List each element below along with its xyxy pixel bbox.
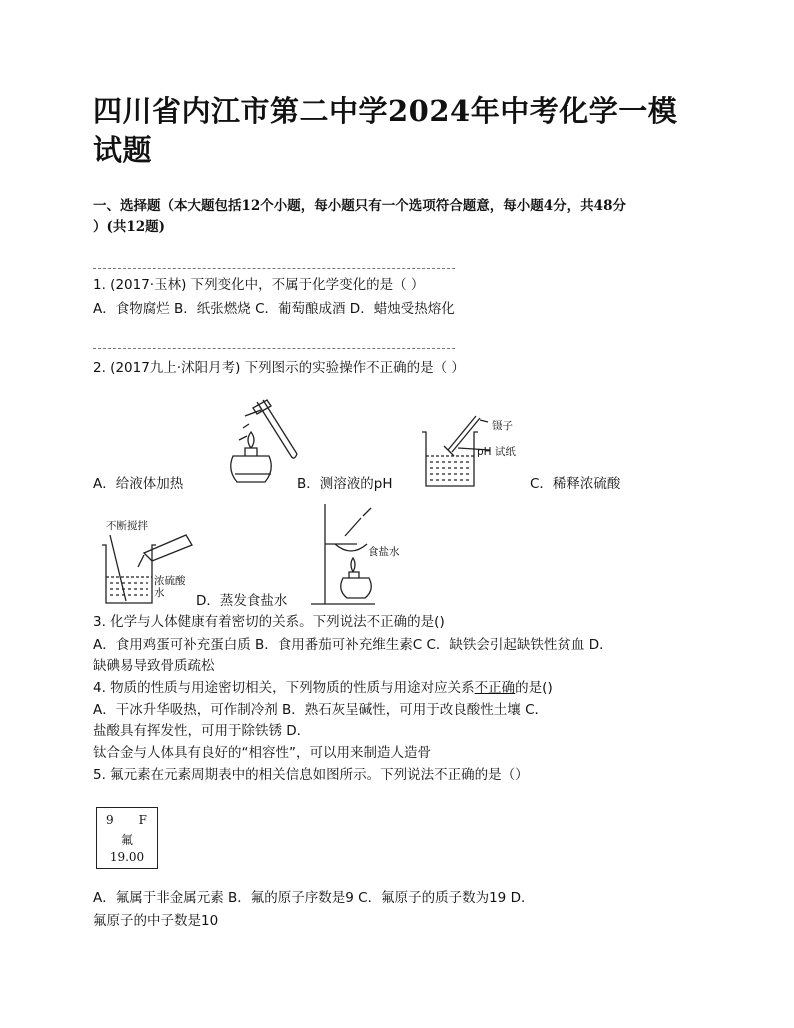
- q5-stem: 5. 氟元素在元素周期表中的相关信息如图所示。下列说法不正确的是（）: [93, 767, 529, 783]
- element-mass: 19.00: [109, 850, 145, 864]
- label-water: 水: [154, 587, 165, 599]
- separator: [93, 268, 455, 269]
- q1-options: A．食物腐烂 B．纸张燃烧 C．葡萄酿成酒 D．蜡烛受热熔化: [93, 301, 455, 317]
- element-name: 氟: [120, 833, 133, 847]
- q4-stem: [93, 679, 553, 697]
- label-stir: 不断搅拌: [106, 520, 148, 532]
- q2-option-a: A．给液体加热: [93, 476, 184, 492]
- q4-options-line-1: A．干冰升华吸热，可作制冷剂 B．熟石灰呈碱性，可用于改良酸性土壤 C．: [93, 702, 549, 718]
- title-line-1: 四川省内江市第二中学2024年中考化学一模: [93, 94, 678, 128]
- q2-stem: 2. (2017九上·沭阳月考) 下列图示的实验操作不正确的是（ ）: [93, 360, 465, 376]
- q5-options-line-2: 氟原子的中子数是10: [93, 913, 219, 929]
- label-ph-paper: pH 试纸: [477, 446, 516, 458]
- element-symbol: F: [138, 813, 147, 827]
- q3-options-line-2: 缺碘易导致骨质疏松: [93, 658, 215, 674]
- label-salt-water: 食盐水: [368, 546, 400, 558]
- figure-dilute-acid: [100, 527, 200, 607]
- q4-stem-post: 的是(): [515, 680, 553, 696]
- periodic-element-box: [96, 807, 158, 869]
- label-tweezers: 镊子: [492, 420, 513, 432]
- q2-option-d: D．蒸发食盐水: [196, 593, 288, 609]
- label-conc-acid: 浓硫酸: [154, 575, 186, 587]
- section-heading-line-1: 一、选择题（本大题包括12个小题，每小题只有一个选项符合题意，每小题4分，共48分: [93, 198, 626, 214]
- q3-options-line-1: A．食用鸡蛋可补充蛋白质 B．食用番茄可补充维生素C C．缺铁会引起缺铁性贫血 D．: [93, 637, 613, 653]
- q2-option-b: B．测溶液的pH: [297, 476, 393, 492]
- section-heading-line-2: ）(共12题): [93, 219, 166, 235]
- q4-options-line-3: 钛合金与人体具有良好的“相容性”，可以用来制造人造骨: [93, 745, 431, 761]
- separator: [93, 348, 455, 349]
- q2-option-c: C．稀释浓硫酸: [530, 476, 621, 492]
- q3-stem: 3. 化学与人体健康有着密切的关系。下列说法不正确的是(): [93, 614, 445, 630]
- figure-heating-liquid: [205, 398, 300, 490]
- section-heading: [93, 196, 713, 238]
- q5-options-line-1: A．氟属于非金属元素 B．氟的原子序数是9 C．氟原子的质子数为19 D．: [93, 890, 535, 906]
- title-line-2: 试题: [93, 133, 153, 167]
- q4-options-line-2: 盐酸具有挥发性，可用于除铁锈 D．: [93, 723, 311, 739]
- q4-stem-pre: 4. 物质的性质与用途密切相关，下列物质的性质与用途对应关系: [93, 680, 475, 696]
- q4-stem-underlined: 不正确: [474, 680, 516, 696]
- q1-stem: 1. (2017·玉林) 下列变化中，不属于化学变化的是（ ）: [93, 277, 425, 293]
- element-atomic-number: 9: [106, 813, 114, 827]
- page-title: [93, 92, 733, 170]
